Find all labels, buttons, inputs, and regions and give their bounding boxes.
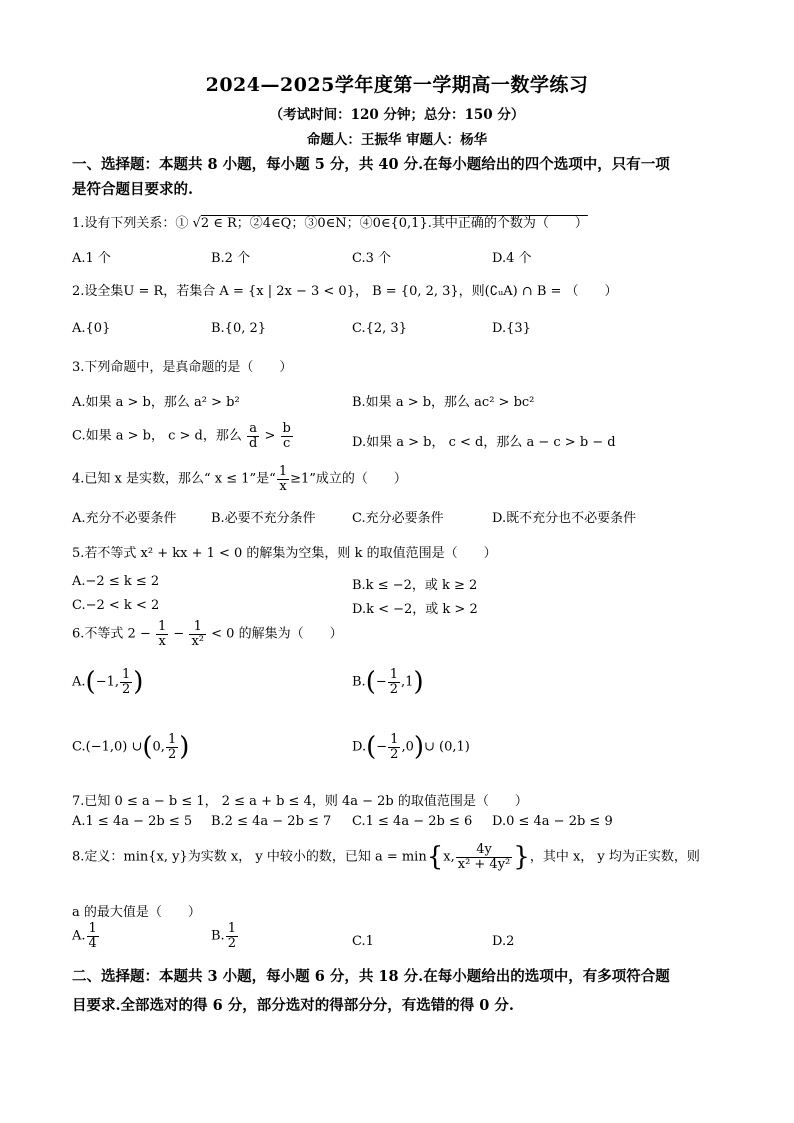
q3-option-b: B.如果 a > b，那么 ac² > bc²: [352, 395, 535, 410]
fraction-numerator: b: [282, 421, 291, 436]
option-letter: B.: [211, 928, 225, 944]
fraction-denominator: x² + 4y²: [457, 856, 511, 872]
option-letter: B.: [352, 674, 366, 690]
q7-option-a: A.1 ≤ 4a − 2b ≤ 5: [72, 814, 193, 829]
right-paren: ): [413, 732, 424, 763]
q8-option-a: [72, 922, 100, 950]
fraction-numerator: 1: [227, 921, 236, 936]
q5-option-b: B.k ≤ −2，或 k ≥ 2: [352, 578, 478, 593]
fraction-numerator: 4y: [456, 843, 513, 858]
question-1-stem: [72, 212, 588, 231]
q8-option-c: C.1: [352, 934, 374, 949]
fraction-1-over-2: [226, 922, 238, 950]
left-paren: (: [142, 732, 153, 763]
fraction-numerator: 1: [278, 464, 288, 479]
fraction-1-over-2: [166, 733, 178, 761]
q1-option-c: C.3 个: [352, 251, 392, 266]
q4-option-a: A.充分不必要条件: [72, 511, 177, 526]
section-2-heading: [72, 964, 670, 1018]
q8-option-b: [211, 922, 239, 950]
q4-stem-b: ≥1”成立的（ ）: [290, 471, 407, 487]
interval-text: ∪ (0,1): [424, 739, 470, 755]
minus-sign: −: [376, 739, 388, 755]
section-2-line-2: 目要求.全部选对的得 6 分，部分选对的得部分分，有选错的得 0 分.: [72, 997, 514, 1014]
left-brace: {: [426, 842, 444, 873]
question-2-stem: 2.设全集U = R，若集合 A = {x | 2x − 3 < 0}， B = {0, 2, 3}，则(∁ᵤA) ∩ B = （ ）: [72, 284, 618, 299]
fraction-numerator: 1: [88, 921, 97, 936]
fraction-denominator: x²: [191, 633, 204, 649]
left-paren: (: [85, 667, 96, 698]
right-paren: ): [133, 667, 144, 698]
question-6-stem: [72, 620, 343, 648]
q1-option-d: D.4 个: [492, 251, 532, 266]
q4-option-b: B.必要不充分条件: [211, 511, 316, 526]
min-arg: x,: [443, 849, 455, 865]
fraction-numerator: 1: [189, 620, 206, 635]
page-title: 2024—2025学年度第一学期高一数学练习: [205, 74, 589, 96]
q8-stem-a: 8.定义：min{x, y}为实数 x， y 中较小的数，已知 a = min: [72, 849, 427, 865]
fraction-1-over-x: [277, 465, 289, 493]
section-1-heading: [72, 152, 670, 202]
fraction-denominator: 2: [121, 681, 131, 697]
q1-stem-b: 2 ∈ R；②4∈Q；③0∈N；④0∈{0,1}.其中正确的个数为（ ）: [200, 216, 588, 231]
q3-option-c-text: C.如果 a > b， c > d，那么: [72, 428, 242, 444]
q5-option-c: C.−2 < k < 2: [72, 598, 160, 613]
greater-than-sign: >: [264, 428, 276, 444]
q3-option-a: A.如果 a > b，那么 a² > b²: [72, 395, 240, 410]
question-4-stem: [72, 465, 407, 493]
interval-text: (−1,0) ∪: [85, 739, 143, 755]
minus-sign: −: [375, 674, 387, 690]
interval-text: −1,: [95, 674, 119, 690]
exam-info: （考试时间：120 分钟；总分：150 分）: [269, 107, 525, 123]
q7-option-c: C.1 ≤ 4a − 2b ≤ 6: [352, 814, 473, 829]
fraction-b-over-c: [281, 422, 293, 450]
fraction-denominator: 2: [167, 746, 177, 762]
left-paren: (: [366, 732, 377, 763]
option-letter: A.: [72, 674, 86, 690]
fraction-denominator: 4: [88, 935, 97, 951]
section-1-line-1: 一、选择题：本题共 8 小题，每小题 5 分，共 40 分.在每小题给出的四个选项中，只有一项: [72, 156, 670, 173]
q5-option-a: A.−2 ≤ k ≤ 2: [72, 574, 160, 589]
question-5-stem: 5.若不等式 x² + kx + 1 < 0 的解集为空集，则 k 的取值范围是（ ）: [72, 546, 497, 561]
fraction-denominator: x: [158, 633, 166, 649]
fraction-1-over-2: [388, 733, 400, 761]
q6-option-a: [72, 668, 143, 696]
q8-option-d: D.2: [492, 934, 515, 949]
fraction-denominator: c: [283, 435, 291, 451]
fraction-1-over-x: [156, 620, 168, 648]
q2-option-b: B.{0, 2}: [211, 321, 267, 336]
q7-option-d: D.0 ≤ 4a − 2b ≤ 9: [492, 814, 613, 829]
q1-stem-a: 1.设有下列关系：①: [72, 216, 193, 231]
fraction-denominator: x: [279, 478, 287, 494]
fraction-1-over-x-squared: [189, 620, 206, 648]
question-8-line-2: a 的最大值是（ ）: [72, 905, 201, 920]
fraction-numerator: 1: [389, 667, 399, 682]
fraction-denominator: 2: [389, 681, 399, 697]
fraction-1-over-2: [388, 668, 400, 696]
question-3-stem: 3.下列命题中，是真命题的是（ ）: [72, 360, 293, 375]
q6-stem-a: 6.不等式 2 −: [72, 626, 151, 642]
q3-option-c: [72, 422, 294, 450]
q2-option-c: C.{2, 3}: [352, 321, 407, 336]
fraction-1-over-4: [87, 922, 99, 950]
option-letter: D.: [352, 739, 367, 755]
q6-stem-b: < 0 的解集为（ ）: [211, 626, 343, 642]
fraction-1-over-2: [120, 668, 132, 696]
exam-authors: 命题人：王振华 审题人：杨华: [306, 132, 488, 148]
option-letter: C.: [72, 739, 86, 755]
q2-option-a: A.{0}: [72, 321, 111, 336]
fraction-a-over-d: [247, 422, 259, 450]
interval-text: ,0: [401, 739, 414, 755]
option-letter: A.: [72, 928, 86, 944]
q4-stem-a: 4.已知 x 是实数，那么“ x ≤ 1”是“: [72, 471, 276, 487]
section-1-line-2: 是符合题目要求的.: [72, 181, 194, 198]
q1-option-a: A.1 个: [72, 251, 111, 266]
fraction-denominator: 2: [227, 935, 236, 951]
q7-option-b: B.2 ≤ 4a − 2b ≤ 7: [211, 814, 332, 829]
minus-sign: −: [173, 626, 185, 642]
right-paren: ): [179, 732, 190, 763]
q6-option-b: [352, 668, 424, 696]
fraction-denominator: 2: [390, 746, 399, 762]
sqrt-symbol: √: [192, 216, 201, 231]
q2-option-d: D.{3}: [492, 321, 531, 336]
question-7-stem: 7.已知 0 ≤ a − b ≤ 1， 2 ≤ a + b ≤ 4，则 4a − 2b 的取值范围是（ ）: [72, 794, 528, 809]
fraction-numerator: 1: [157, 619, 167, 634]
fraction-numerator: 1: [390, 732, 399, 747]
q6-option-d: [352, 733, 470, 761]
q5-option-d: D.k < −2，或 k > 2: [352, 602, 478, 617]
right-brace: }: [513, 842, 530, 873]
interval-text: ,1: [401, 674, 414, 690]
q6-option-c: [72, 733, 189, 761]
fraction-denominator: d: [249, 435, 258, 451]
section-2-line-1: 二、选择题：本题共 3 小题，每小题 6 分，共 18 分.在每小题给出的选项中，有多项符合题: [72, 968, 670, 985]
fraction-numerator: 1: [121, 667, 131, 682]
fraction-4y-over-x2-4y2: [456, 843, 513, 871]
q3-option-d: D.如果 a > b， c < d，那么 a − c > b − d: [352, 435, 616, 450]
left-paren: (: [365, 667, 376, 698]
question-8-stem: [72, 843, 700, 871]
q4-option-c: C.充分必要条件: [352, 511, 444, 526]
interval-text: 0,: [152, 739, 165, 755]
right-paren: ): [413, 667, 424, 698]
q8-stem-b: ，其中 x， y 均为正实数，则: [529, 849, 700, 865]
q1-option-b: B.2 个: [211, 251, 251, 266]
fraction-numerator: 1: [167, 732, 177, 747]
fraction-numerator: a: [247, 422, 259, 437]
q4-option-d: D.既不充分也不必要条件: [492, 511, 637, 526]
